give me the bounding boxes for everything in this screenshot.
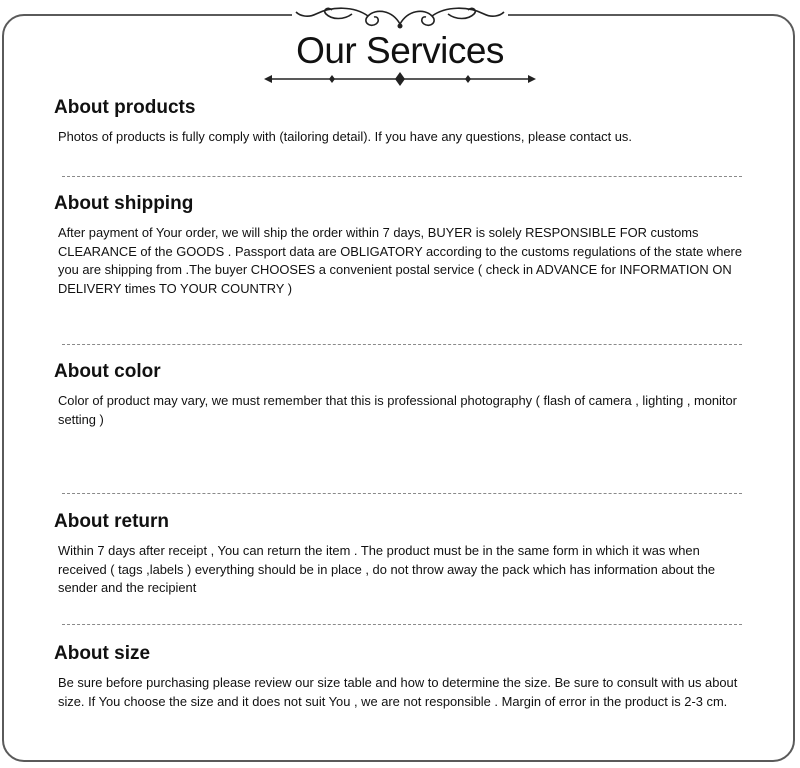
section-heading: About products [54,97,196,118]
section-heading: About size [54,643,151,664]
section-about-return [54,511,754,598]
section-about-products [54,97,754,147]
section-body: Photos of products is fully comply with (tailoring detail). If you have any questions, please contact us. [58,129,632,144]
section-heading: About return [54,511,170,532]
section-body: After payment of Your order, we will ship the order within 7 days, BUYER is solely RESPONSIBLE FOR customs CLEARANCE of the GOODS . Passport data are OBLIGATORY according to the customs regulations of the state where you are shipping from .The buyer CHOOSES a convenient postal service ( check in ADVANCE for INFORMATION ON DELIVERY times TO YOUR COUNTRY ) [58,225,743,296]
section-body: Color of product may vary, we must remember that this is professional photography ( flash of camera , lighting , monitor setting ) [58,393,737,427]
top-swirl-ornament [292,0,508,34]
section-about-shipping [54,193,754,298]
section-about-size [54,643,754,711]
section-divider [62,176,742,177]
section-body: Be sure before purchasing please review our size table and how to determine the size. Be sure to consult with us about size. If You choose the size and it does not suit You , we are not responsible . Margin of error in the product is 2-3 cm. [58,675,738,709]
title-underline-ornament [262,68,538,90]
page-title: Our Services [296,30,504,71]
section-about-color [54,361,754,429]
section-divider [62,493,742,494]
section-divider [62,624,742,625]
section-heading: About shipping [54,193,194,214]
section-body: Within 7 days after receipt , You can return the item . The product must be in the same form in which it was when received ( tags ,labels ) everything should be in place , do not throw away the pack which has information about the sender and the recipient [58,543,716,595]
section-divider [62,344,742,345]
section-heading: About color [54,361,161,382]
